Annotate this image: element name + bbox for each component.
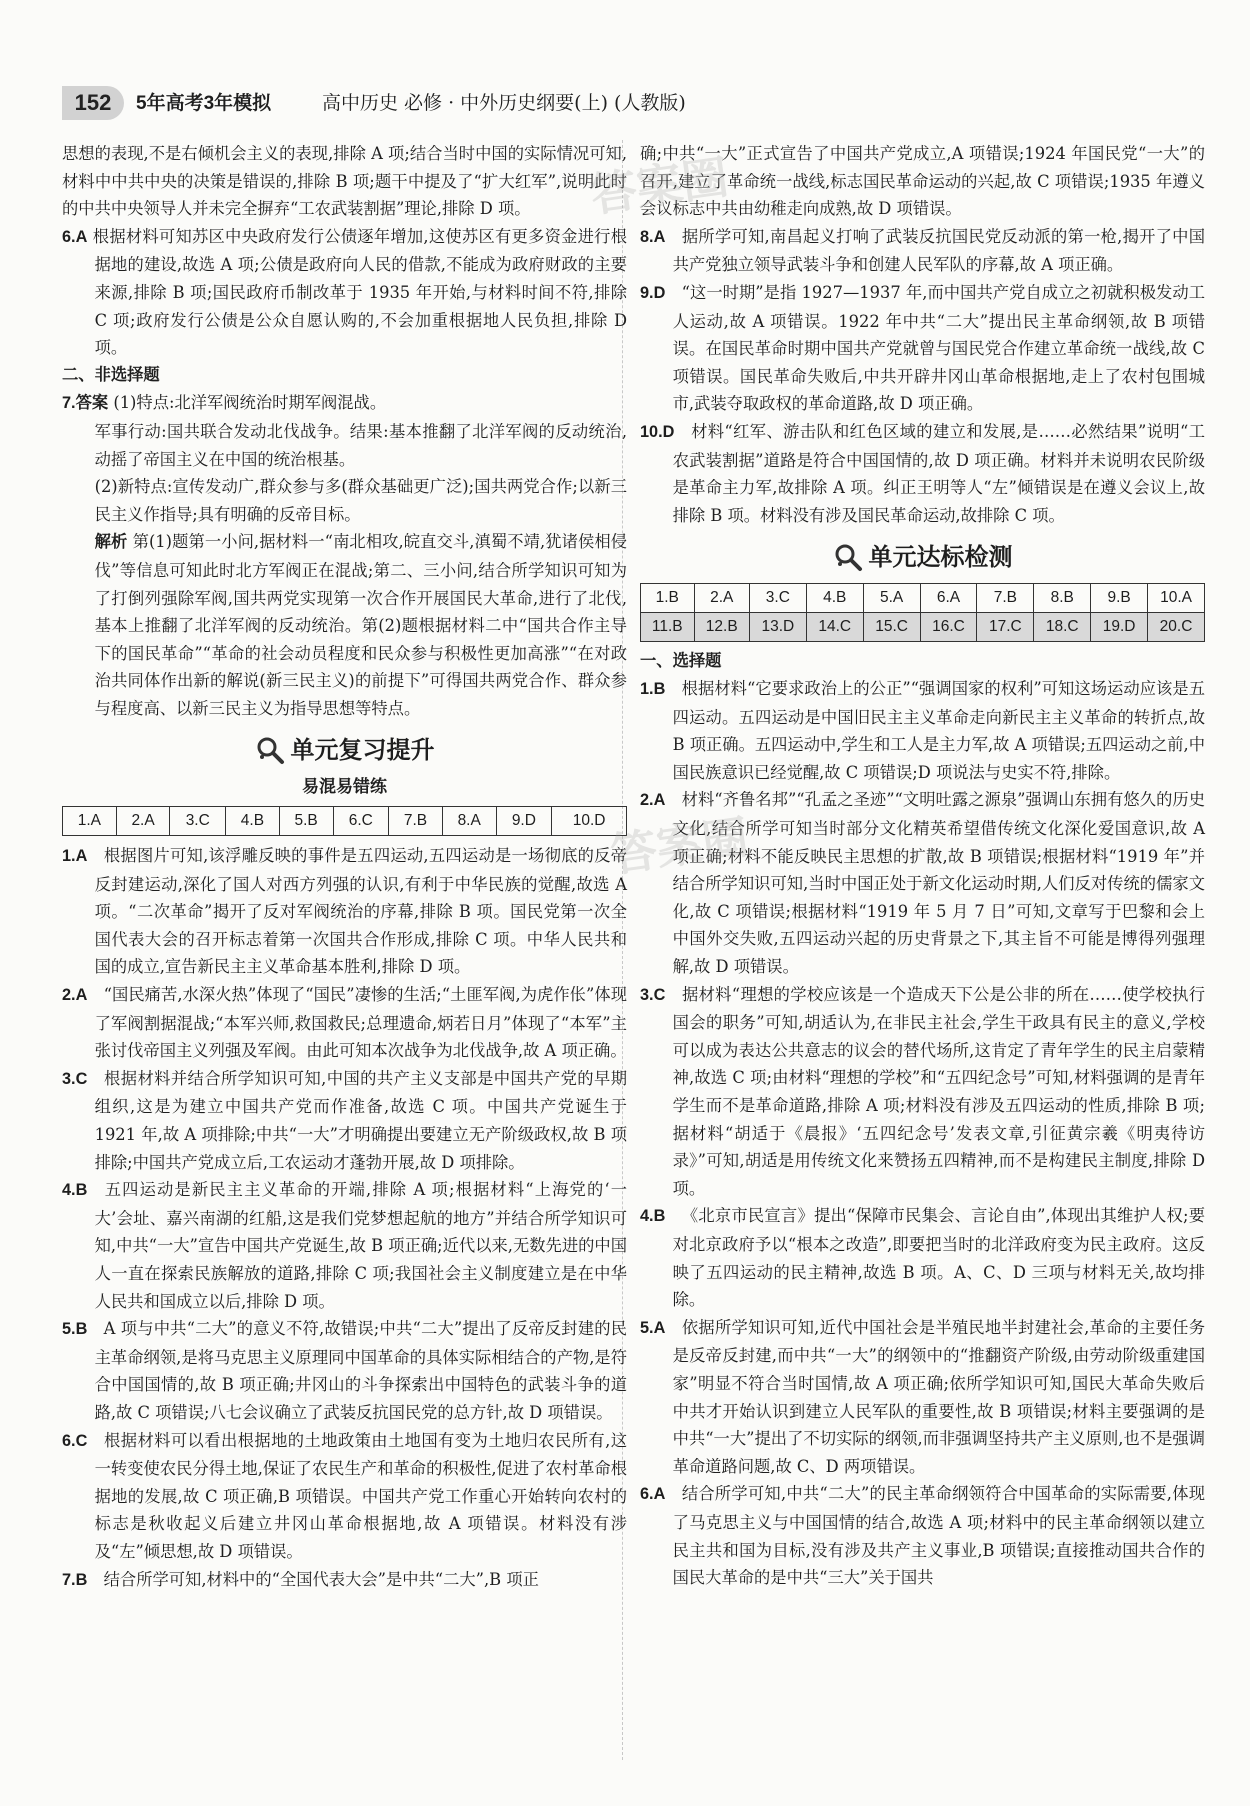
section-heading: 二、非选择题: [62, 365, 160, 384]
item-number: 3.C: [62, 1069, 88, 1088]
answer-cell: 5.A: [863, 584, 920, 613]
answer-cell: 3.C: [170, 807, 226, 836]
item-number: 7.答案: [62, 394, 109, 413]
item-text: 据材料“理想的学校应该是一个造成天下公是公非的所在……使学校执行国会的职务”可知,胡适认为,在非民主社会,学生干政具有民主的意义,学校可以成为表达公共意志的议会的替代场所,这肯定了青年学生的民主启蒙精神,故选 C 项;由材料“理想的学校”和“五四纪念号”可知,材料强调的是青年学生而不是革命道路,排除 A 项;材料没有涉及五四运动的性质,排除 B 项;据材料“胡适于《晨报》‘五四纪念号’发表文章,引征黄宗羲《明夷待访录》”可知,胡适是用传统文化来赞扬五四精神,而不是构建民主制度,排除 D 项。: [672, 984, 1205, 1198]
answer-item: [62, 1427, 627, 1566]
item-text: 根据材料并结合所学知识可知,中国的共产主义支部是中国共产党的早期组织,这是为建立中国共产党而作准备,故选 C 项。中国共产党诞生于 1921 年,故 A 项排除;中共“一大”才明确提出要建立无产阶级政权,故 B 项排除;中国共产党成立后,工农运动才蓬勃开展,故 D 项排除。: [94, 1068, 627, 1172]
item-number: 1.A: [62, 847, 88, 866]
answer-list: [640, 223, 1205, 530]
left-column: [62, 140, 627, 1594]
magnifier-icon: [255, 735, 285, 765]
answer-cell: 18.C: [1034, 612, 1091, 641]
answer-cell: 11.B: [641, 612, 695, 641]
answer-cell: 6.C: [333, 807, 389, 836]
answer-cell: 13.D: [749, 612, 806, 641]
section-title: 单元达标检测: [640, 535, 1205, 579]
item-number: 9.D: [640, 283, 666, 302]
answer-item-7: [62, 389, 627, 418]
item-number: 5.A: [640, 1318, 666, 1337]
watermark: 答案圈: [587, 150, 732, 222]
answer-item: [62, 1315, 627, 1426]
answer-cell: 16.C: [920, 612, 977, 641]
page-number: 152: [62, 86, 124, 120]
item-text: 根据材料可知苏区中央政府发行公债逐年增加,这使苏区有更多资金进行根据地的建设,故选 A 项;公债是政府向人民的借款,不能成为政府财政的主要来源,排除 B 项;国民政府币制改革于 1935 年开始,与材料时间不符,排除 C 项;政府发行公债是公众自愿认购的,不会加重根据地人民负担,排除 D 项。: [92, 226, 627, 358]
answer-cell: 17.C: [977, 612, 1034, 641]
answer-item: [62, 1065, 627, 1176]
item-number: 1.B: [640, 680, 666, 699]
answer-row: [641, 612, 1205, 641]
answer-cell: 1.B: [641, 584, 695, 613]
answer-item: [640, 981, 1205, 1203]
answer-cell: 19.D: [1091, 612, 1148, 641]
item-number: 6.A: [640, 1485, 666, 1504]
item-number: 10.D: [640, 422, 675, 441]
answer-item: [62, 1176, 627, 1315]
magnifier-icon: [833, 542, 863, 572]
item-number: 7.B: [62, 1570, 88, 1589]
answer-cell: 9.D: [496, 807, 552, 836]
answer-cell: 7.B: [977, 584, 1034, 613]
item-number: 2.A: [62, 986, 88, 1005]
item-number: 4.B: [62, 1181, 88, 1200]
answer-cell: 8.B: [1034, 584, 1091, 613]
item-text: “国民痛苦,水深火热”体现了“国民”凄惨的生活;“土匪军阀,为虎作伥”体现了军阀割据混战;“本军兴师,救国救民;总理遗命,炳若日月”体现了“本军”主张讨伐帝国主义列强及军阀。由此可知本次战争为北伐战争,故 A 项正确。: [94, 985, 627, 1061]
book-title: 5年高考3年模拟: [136, 93, 272, 114]
answer-item: [640, 418, 1205, 529]
analysis-label: 解析: [94, 533, 128, 552]
answer-cell: 5.B: [279, 807, 333, 836]
answer-cell: 2.A: [694, 584, 749, 613]
answer-cell: 12.B: [694, 612, 749, 641]
continued-paragraph: 思想的表现,不是右倾机会主义的表现,排除 A 项;结合当时中国的实际情况可知,材料中中共中央的决策是错误的,排除 B 项;题干中提及了“扩大红军”,说明此时的中共中央领导人并未完全摒弃“工农武装割据”理论,排除 D 项。: [62, 144, 627, 219]
answer-item: [62, 1566, 627, 1595]
analysis-paragraph: [62, 528, 627, 722]
answer-text: 军事行动:国共联合发动北伐战争。结果:基本推翻了北洋军阀的反动统治,动摇了帝国主义在中国的统治根基。: [94, 421, 627, 469]
item-text: 依据所学知识可知,近代中国社会是半殖民地半封建社会,革命的主要任务是反帝反封建,而中共“一大”的纲领中的“推翻资产阶级,由劳动阶级重建国家”明显不符合当时国情,故 A 项正确;依所学知识可知,国民大革命失败后中共才开始认识到建立人民军队的重要性,故 B 项错误;材料主要强调的是中共“一大”提出了不切实际的纲领,而非强调坚持共产主义原则,也不是强调革命道路问题,故 C、D 两项错误。: [672, 1317, 1205, 1476]
answer-item: [62, 842, 627, 981]
item-text: 根据图片可知,该浮雕反映的事件是五四运动,五四运动是一场彻底的反帝反封建运动,深化了国人对西方列强的认识,有利于中华民族的觉醒,故选 A 项。“二次革命”揭开了反对军阀统治的序幕,排除 B 项。国民党第一次全国代表大会的召开标志着第一次国共合作形成,排除 C 项。中华人民共和国的成立,宣告新民主主义革命基本胜利,排除 D 项。: [94, 846, 627, 977]
answer-item: [640, 279, 1205, 418]
answer-cell: 8.A: [442, 807, 496, 836]
answer-text: (2)新特点:宣传发动广,群众参与多(群众基础更广泛);国共两党合作;以新三民主义作指导;具有明确的反帝目标。: [94, 477, 627, 524]
answer-cell: 2.A: [116, 807, 170, 836]
answer-table: [640, 583, 1205, 641]
sub-title: 易混易错练: [302, 777, 387, 797]
item-text: 根据材料“它要求政治上的公正”“强调国家的权利”可知这场运动应该是五四运动。五四运动是中国旧民主主义革命走向新民主主义革命的转折点,故 B 项正确。五四运动中,学生和工人是主力军,故 A 项错误;五四运动之前,中国民族意识已经觉醒,故 C 项错误;D 项说法与史实不符,排除。: [672, 679, 1206, 782]
answer-item: [640, 675, 1205, 786]
answer-cell: 10.D: [552, 807, 627, 836]
section-heading: 一、选择题: [640, 651, 722, 670]
book-subtitle: 高中历史 必修 · 中外历史纲要(上) (人教版): [322, 92, 686, 114]
answer-item: [62, 981, 627, 1065]
answer-item-6: [62, 223, 627, 362]
item-number: 5.B: [62, 1320, 88, 1339]
answer-cell: 3.C: [749, 584, 806, 613]
answer-cell: 20.C: [1148, 612, 1205, 641]
item-text: 材料“齐鲁名邦”“孔孟之圣迹”“文明吐露之源泉”强调山东拥有悠久的历史文化,结合所学可知当时部分文化精英希望借传统文化深化爱国意识,故 A 项正确;材料不能反映民主思想的扩散,故 B 项错误;根据材料“1919 年”并结合所学知识可知,当时中国正处于新文化运动时期,人们反对传统的儒家文化,故 C 项错误;根据材料“1919 年 5 月 7 日”可知,文章写于巴黎和会上中国外交失败,五四运动兴起的历史背景之下,其主旨不可能是博得列强理解,故 D 项错误。: [672, 790, 1205, 977]
answer-cell: 9.B: [1091, 584, 1148, 613]
answer-cell: 15.C: [863, 612, 920, 641]
answer-row: [641, 584, 1205, 613]
page-header: [0, 84, 1250, 128]
answer-table: [62, 806, 627, 836]
answer-row: [63, 807, 627, 836]
item-text: (1)特点:北洋军阀统治时期军阀混战。: [113, 393, 387, 413]
answer-cell: 1.A: [63, 807, 117, 836]
section-title: 单元复习提升: [62, 728, 627, 772]
answer-item: [640, 1202, 1205, 1313]
item-text: 材料“红军、游击队和红色区域的建立和发展,是……必然结果”说明“工农武装割据”道路是符合中国国情的,故 D 项正确。材料并未说明农民阶级是革命主力军,故排除 A 项。纠正王明等人“左”倾错误是在遵义会议上,故排除 B 项。材料没有涉及国民革命运动,故排除 C 项。: [672, 421, 1205, 525]
analysis-text: 第(1)题第一小问,据材料一“南北相攻,皖直交斗,滇蜀不靖,犹诸侯相侵伐”等信息可知此时北方军阀正在混战;第二、三小问,结合所学知识可知为了打倒列强除军阀,国共两党实现第一次合作开展国民大革命,进行了北伐,基本上推翻了北洋军阀的反动统治。第(2)题根据材料二中“国共合作主导下的国民革命”“革命的社会动员程度和民众参与积极性更加高涨”“在对政治共同体作出新的解说(新三民主义)的前提下”可得国共两党合作、群众参与程度高、以新三民主义为指导思想等特点。: [94, 532, 627, 718]
item-number: 6.C: [62, 1431, 88, 1450]
answer-item: [640, 223, 1205, 279]
answer-cell: 7.B: [389, 807, 443, 836]
answer-cell: 4.B: [806, 584, 863, 613]
item-text: 结合所学可知,材料中的“全国代表大会”是中共“二大”,B 项正: [103, 1569, 539, 1589]
item-number: 4.B: [640, 1207, 666, 1226]
watermark: 答案圈: [607, 810, 752, 882]
item-text: 据所学可知,南昌起义打响了武装反抗国民党反动派的第一枪,揭开了中国共产党独立领导武装斗争和创建人民军队的序幕,故 A 项正确。: [672, 226, 1205, 275]
item-text: 根据材料可以看出根据地的土地政策由土地国有变为土地归农民所有,这一转变使农民分得土地,保证了农民生产和革命的积极性,促进了农村革命根据地的发展,故 C 项正确,B 项错误。中国共产党工作重心开始转向农村的标志是秋收起义后建立井冈山革命根据地,故 A 项错误。材料没有涉及“左”倾思想,故 D 项错误。: [94, 1430, 627, 1561]
answer-cell: 10.A: [1148, 584, 1205, 613]
item-text: A 项与中共“二大”的意义不符,故错误;中共“二大”提出了反帝反封建的民主革命纲领,是将马克思主义原理同中国革命的具体实际相结合的产物,是符合中国国情的,故 B 项正确;井冈山的斗争探索出中国特色的武装斗争的道路,故 C 项错误;八七会议确立了武装反抗国民党的总方针,故 D 项错误。: [94, 1319, 627, 1422]
item-number: 8.A: [640, 227, 666, 246]
item-number: 3.C: [640, 985, 666, 1004]
item-text: 结合所学可知,中共“二大”的民主革命纲领符合中国革命的实际需要,体现了马克思主义与中国国情的结合,故选 A 项;材料中的民主革命纲领以建立民主共和国为目标,没有涉及共产主义事业,B 项错误;直接推动国共合作的国民大革命的是中共“三大”关于国共: [672, 1484, 1205, 1588]
item-number: 6.A: [62, 227, 88, 246]
continued-paragraph: 确;中共“一大”正式宣告了中国共产党成立,A 项错误;1924 年国民党“一大”的召开,建立了革命统一战线,标志国民革命运动的兴起,故 C 项错误;1935 年遵义会议标志中共由幼稚走向成熟,故 D 项错误。: [640, 144, 1205, 219]
answer-cell: 14.C: [806, 612, 863, 641]
item-text: 五四运动是新民主主义革命的开端,排除 A 项;根据材料“上海党的‘一大’会址、嘉兴南湖的红船,这是我们党梦想起航的地方”并结合所学知识可知,中共“一大”宣告中国共产党诞生,故 B 项正确;近代以来,无数先进的中国人一直在探索民族解放的道路,排除 C 项;我国社会主义制度建立是在中华人民共和国成立以后,排除 D 项。: [94, 1180, 627, 1311]
item-number: 2.A: [640, 791, 666, 810]
answer-item: [640, 1314, 1205, 1481]
answer-item: [640, 1480, 1205, 1591]
item-text: “这一时期”是指 1927—1937 年,而中国共产党自成立之初就积极发动工人运动,故 A 项错误。1922 年中共“二大”提出民主革命纲领,故 B 项错误。在国民革命时期中国共产党就曾与国民党合作建立革命统一战线,故 C 项错误。国民革命失败后,中共开辟井冈山革命根据地,走上了农村包围城市,武装夺取政权的革命道路,故 D 项正确。: [672, 282, 1205, 414]
answer-cell: 4.B: [226, 807, 280, 836]
answer-cell: 6.A: [920, 584, 977, 613]
answer-list: [62, 842, 627, 1594]
item-text: 《北京市民宣言》提出“保障市民集会、言论自由”,体现出其维护人权;要对北京政府予以“根本之改造”,即要把当时的北洋政府变为民主政府。这反映了五四运动的民主精神,故选 B 项。A、C、D 三项与材料无关,故均排除。: [672, 1206, 1205, 1310]
